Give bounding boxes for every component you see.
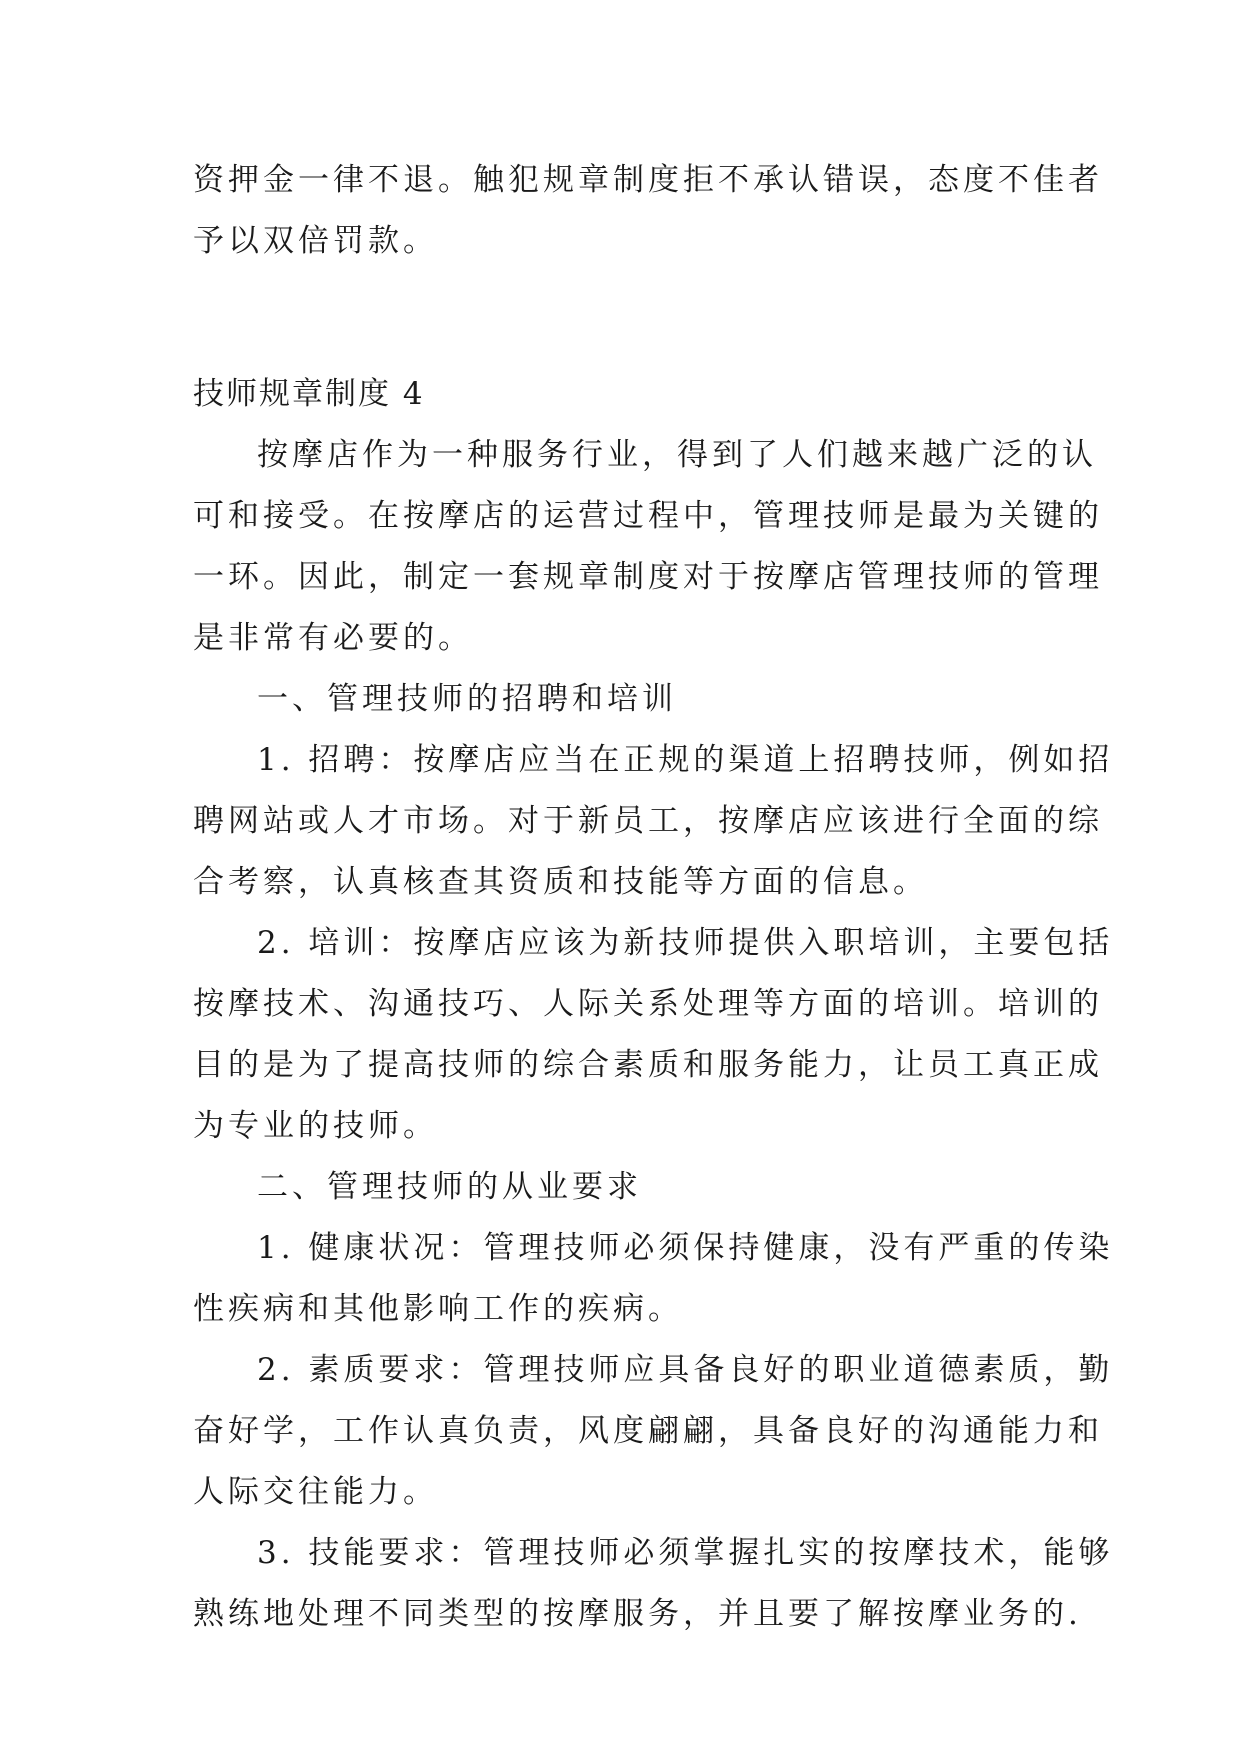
part2-item-skills <box>193 1523 1114 1645</box>
paragraph-line: 2. 培训：按摩店应该为新技师提供入职培训，主要包括 <box>257 925 1114 961</box>
paragraph-line: 目的是为了提高技师的综合素质和服务能力，让员工真正成 <box>193 1047 1103 1083</box>
paragraph-line: 可和接受。在按摩店的运营过程中，管理技师是最为关键的 <box>193 498 1103 534</box>
paragraph-line: 聘网站或人才市场。对于新员工，按摩店应该进行全面的综 <box>193 803 1103 839</box>
part2-item-health <box>193 1218 1114 1340</box>
opening-paragraph <box>193 150 1103 272</box>
paragraph-line: 按摩技术、沟通技巧、人际关系处理等方面的培训。培训的 <box>193 986 1103 1022</box>
paragraph-line: 2. 素质要求：管理技师应具备良好的职业道德素质，勤 <box>257 1352 1114 1388</box>
part2-item-quality <box>193 1340 1114 1523</box>
paragraph-line: 合考察，认真核查其资质和技能等方面的信息。 <box>193 864 928 900</box>
paragraph-line: 按摩店作为一种服务行业，得到了人们越来越广泛的认 <box>257 437 1097 473</box>
part1-item-recruitment <box>193 730 1114 913</box>
paragraph-line: 予以双倍罚款。 <box>193 223 438 259</box>
part1-heading: 一、管理技师的招聘和培训 <box>257 681 677 717</box>
part1-item-training <box>193 913 1114 1157</box>
paragraph-line: 为专业的技师。 <box>193 1108 438 1144</box>
paragraph-line: 是非常有必要的。 <box>193 620 473 656</box>
paragraph-line: 1. 招聘：按摩店应当在正规的渠道上招聘技师，例如招 <box>257 742 1114 778</box>
intro-paragraph <box>193 425 1103 669</box>
part2-heading: 二、管理技师的从业要求 <box>257 1169 642 1205</box>
paragraph-line: 3. 技能要求：管理技师必须掌握扎实的按摩技术，能够 <box>257 1535 1114 1571</box>
paragraph-line: 奋好学，工作认真负责，风度翩翩，具备良好的沟通能力和 <box>193 1413 1103 1449</box>
section-title: 技师规章制度 4 <box>193 376 425 412</box>
paragraph-line: 1. 健康状况：管理技师必须保持健康，没有严重的传染 <box>257 1230 1114 1266</box>
paragraph-line: 性疾病和其他影响工作的疾病。 <box>193 1291 683 1327</box>
document-page <box>193 150 1114 1645</box>
paragraph-line: 一环。因此，制定一套规章制度对于按摩店管理技师的管理 <box>193 559 1103 595</box>
paragraph-line: 熟练地处理不同类型的按摩服务，并且要了解按摩业务的. <box>193 1596 1082 1632</box>
paragraph-line: 资押金一律不退。触犯规章制度拒不承认错误，态度不佳者 <box>193 162 1103 198</box>
paragraph-line: 人际交往能力。 <box>193 1474 438 1510</box>
